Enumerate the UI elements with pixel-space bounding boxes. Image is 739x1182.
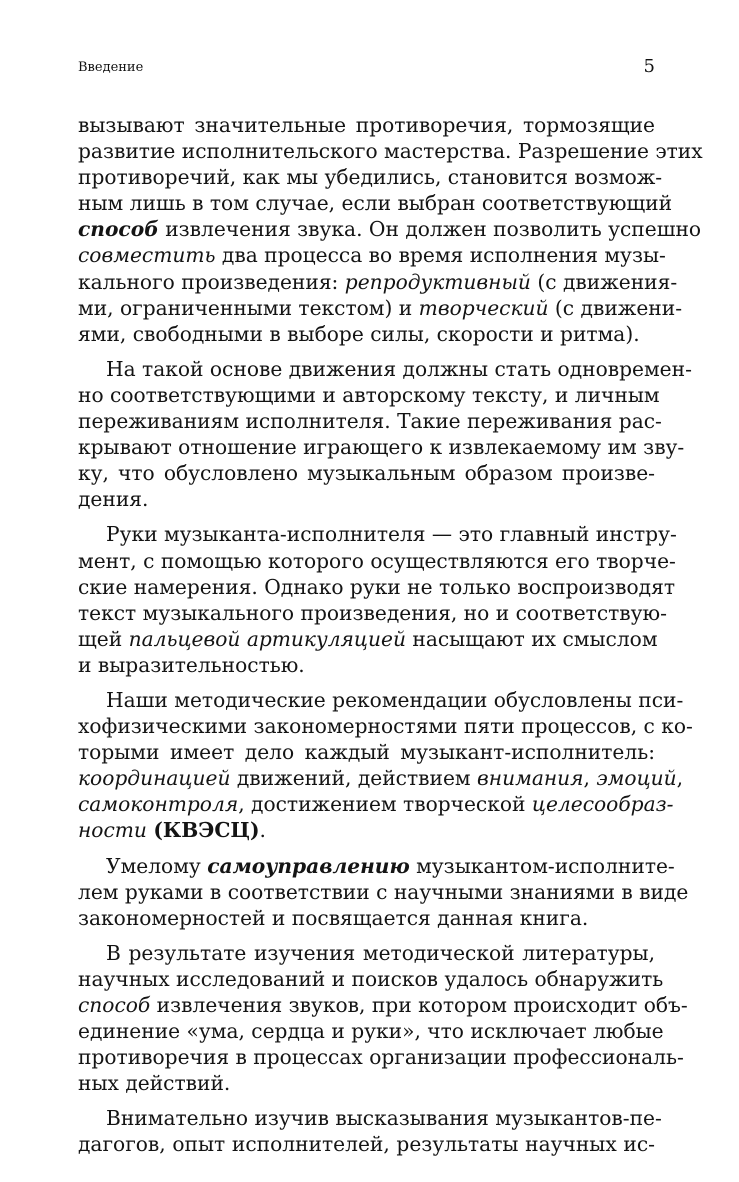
text-line (78, 1018, 664, 1044)
text-run: мент, с помощью которого осуществляются его творче- (78, 548, 676, 573)
text-run: ку, что обусловлено музыкальным образом произве- (78, 461, 655, 486)
text-line (78, 791, 674, 817)
text-run: но соответствующими и авторскому тексту, и личным (78, 382, 660, 407)
text-line (78, 1131, 655, 1157)
text-line (78, 521, 677, 547)
paragraph (78, 940, 688, 1097)
text-run: текст музыкального произведения, но и соответствую- (78, 600, 667, 625)
text-line (78, 574, 675, 600)
text-line (78, 112, 655, 138)
text-run: Руки музыканта-исполнителя — это главный инстру- (106, 522, 677, 547)
emphasis-text: репродуктивный (344, 269, 531, 294)
page-number: 5 (643, 56, 655, 77)
text-line (78, 966, 664, 992)
text-run: научных исследований и поисков удалось обнаружить (78, 966, 664, 991)
body-text (78, 112, 703, 1158)
text-run: ных действий. (78, 1071, 231, 1096)
text-line (78, 600, 667, 626)
emphasis-text: самоуправлению (207, 853, 410, 878)
text-run: развитие исполнительского мастерства. Разрешение этих (78, 139, 703, 164)
text-run: хофизическими закономерностями пяти процессов, с ко- (78, 714, 693, 739)
text-run: дения. (78, 487, 149, 512)
text-run: переживаниям исполнителя. Такие переживания рас- (78, 409, 662, 434)
paragraph (78, 112, 703, 347)
text-run: единение «ума, сердца и руки», что исключает любые (78, 1019, 664, 1044)
text-run: ями, свободными в выборе силы, скорости и ритма). (78, 321, 640, 346)
text-run: закономерностей и посвящается данная книга. (78, 905, 589, 930)
text-run: музыкантом-исполните- (409, 853, 675, 878)
emphasis-text: ности (78, 818, 147, 843)
text-run: , (676, 766, 684, 791)
text-line (78, 1044, 684, 1070)
text-line (78, 879, 689, 905)
text-line (78, 765, 684, 791)
emphasis-text: пальцевой артикуляцией (128, 626, 406, 651)
text-run: крывают отношение играющего к извлекаемому им зву- (78, 435, 685, 460)
emphasis-text: (КВЭСЦ) (153, 818, 260, 843)
paragraph (78, 521, 677, 678)
page-header (78, 56, 655, 80)
text-line (78, 138, 703, 164)
text-run: Внимательно изучив высказывания музыкантов-пе- (106, 1106, 662, 1131)
paragraph (78, 1105, 662, 1157)
emphasis-text: творческий (418, 295, 549, 320)
text-line (78, 548, 676, 574)
text-line (78, 382, 660, 408)
emphasis-text: целесообраз- (531, 792, 674, 817)
text-run: (с движения- (530, 269, 678, 294)
paragraph (78, 356, 692, 513)
running-head: Введение (78, 60, 144, 75)
emphasis-text: самоконтроля (78, 792, 239, 817)
text-line (78, 687, 684, 713)
emphasis-text: совместить (78, 243, 216, 268)
text-run: На такой основе движения должны стать одновремен- (106, 356, 692, 381)
text-run: , достижением творческой (238, 792, 532, 817)
text-line (78, 269, 678, 295)
text-run: Умелому (106, 853, 208, 878)
text-line (78, 817, 655, 843)
text-run: кального произведения: (78, 269, 345, 294)
text-run: дагогов, опыт исполнителей, результаты научных ис- (78, 1132, 655, 1157)
text-run: противоречия в процессах организации профессиональ- (78, 1045, 684, 1070)
text-line (78, 626, 658, 652)
paragraph (78, 853, 689, 931)
emphasis-text: внимания (477, 766, 584, 791)
emphasis-text: эмоций (596, 766, 677, 791)
text-run: два процесса во время исполнения музы- (215, 243, 666, 268)
text-run: извлечения звуков, при котором происходит объ- (150, 993, 688, 1017)
text-run: противоречий, как мы убедились, становится возмож- (78, 165, 663, 190)
text-line (78, 164, 663, 190)
text-run: ным лишь в том случае, если выбран соответствующий (78, 191, 673, 216)
text-run: Наши методические рекомендации обусловлены пси- (106, 687, 684, 712)
text-run: ские намерения. Однако руки не только воспроизводят (78, 574, 675, 599)
text-run: движений, действием (230, 766, 478, 791)
text-run: торыми имеет дело каждый музыкант-исполнитель: (78, 740, 655, 765)
text-run: ми, ограниченными текстом) и (78, 295, 419, 320)
text-line (78, 905, 655, 931)
text-run: извлечения звука. Он должен позволить успешно (158, 217, 702, 242)
text-line (78, 713, 693, 739)
text-run: лем руками в соответствии с научными знаниями в виде (78, 879, 689, 904)
text-run: (с движени- (548, 295, 683, 320)
text-line (78, 992, 688, 1018)
text-run: вызывают значительные противоречия, тормозящие (78, 113, 655, 137)
text-line (78, 242, 666, 268)
text-line (78, 434, 685, 460)
text-run: и выразительностью. (78, 652, 305, 677)
emphasis-text: способ (78, 217, 159, 242)
text-line (78, 1070, 655, 1096)
text-run: , (583, 766, 597, 791)
text-run: . (259, 818, 266, 843)
text-line (78, 460, 655, 486)
text-line (78, 853, 675, 879)
text-run: В результате изучения методической литературы, (106, 940, 655, 965)
text-line (78, 216, 702, 242)
text-line (78, 739, 655, 765)
text-line (78, 486, 655, 512)
emphasis-text: координацией (78, 766, 231, 791)
text-run: щей (78, 626, 129, 651)
text-line (78, 190, 673, 216)
text-line (78, 652, 655, 678)
text-run: насыщают их смыслом (405, 626, 658, 651)
text-line (78, 356, 692, 382)
text-line (78, 1105, 662, 1131)
text-line (78, 408, 662, 434)
text-line (78, 940, 655, 966)
text-line (78, 295, 683, 321)
text-line (78, 321, 655, 347)
emphasis-text: способ (78, 993, 151, 1017)
paragraph (78, 687, 693, 844)
